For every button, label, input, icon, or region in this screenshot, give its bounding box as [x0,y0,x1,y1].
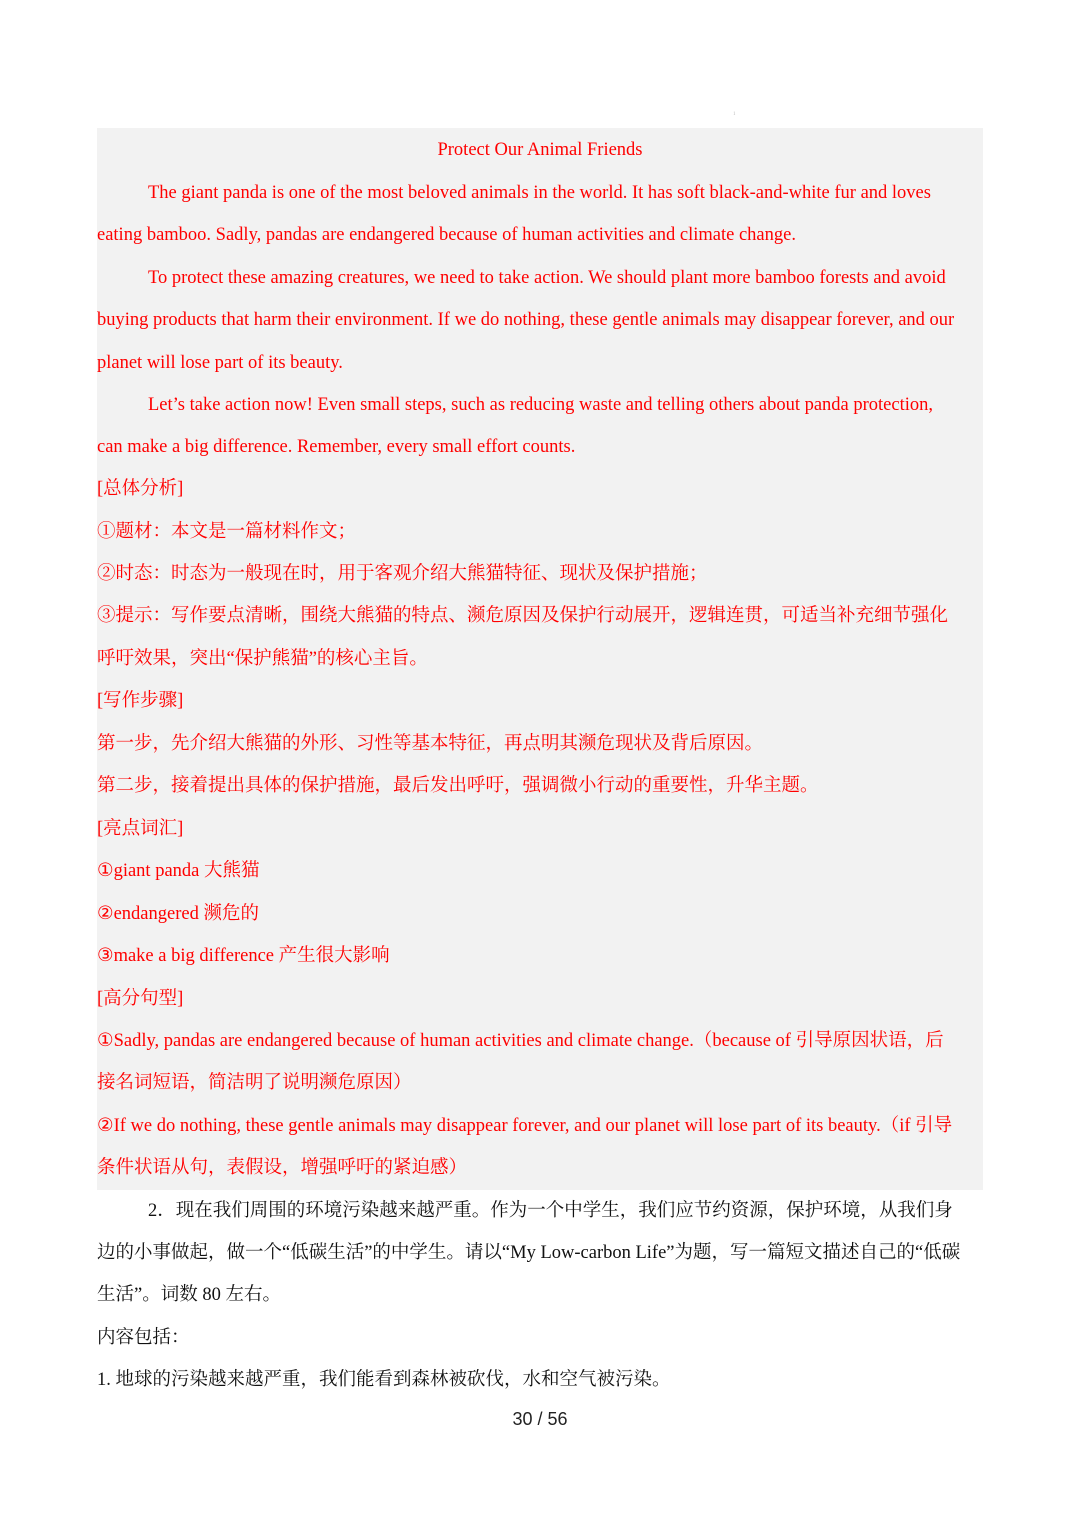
content-point-1: 1. 地球的污染越来越严重，我们能看到森林被砍伐，水和空气被污染。 [97,1370,671,1390]
sentence-2-line-1: ②If we do nothing, these gentle animals may disappear forever, and our planet will lose part of its beauty.（if 引导 [97,1116,953,1136]
step-2: 第二步，接着提出具体的保护措施，最后发出呼吁，强调微小行动的重要性，升华主题。 [97,776,819,796]
vocab-item-2: ②endangered 濒危的 [97,904,259,924]
steps-heading: [写作步骤] [97,691,184,711]
analysis-item-3-line-2: 呼吁效果，突出“保护熊猫”的核心主旨。 [97,649,428,669]
sentence-2-line-2: 条件状语从句，表假设，增强呼吁的紧迫感） [97,1158,468,1178]
page-mark: 1 [733,112,736,117]
analysis-item-3-line-1: ③提示：写作要点清晰，围绕大熊猫的特点、濒危原因及保护行动展开，逻辑连贯，可适当补充细节强化 [97,606,949,626]
step-1: 第一步，先介绍大熊猫的外形、习性等基本特征，再点明其濒危现状及背后原因。 [97,734,764,754]
vocab-heading: [亮点词汇] [97,819,184,839]
essay-paragraph-2-line-3: planet will lose part of its beauty. [97,353,343,373]
question-2-line-2: 边的小事做起，做一个“低碳生活”的中学生。请以“My Low-carbon Life”为题，写一篇短文描述自己的“低碳 [97,1243,961,1263]
essay-paragraph-3-line-1: Let’s take action now! Even small steps, such as reducing waste and telling others about panda protection, [148,395,934,415]
vocab-item-3: ③make a big difference 产生很大影响 [97,946,390,966]
analysis-heading: [总体分析] [97,479,184,499]
sentence-1-line-2: 接名词短语，简洁明了说明濒危原因） [97,1073,412,1093]
sentence-1-line-1: ①Sadly, pandas are endangered because of human activities and climate change.（because of 引导原因状语，后 [97,1031,944,1051]
vocab-item-1: ①giant panda 大熊猫 [97,861,260,881]
content-label: 内容包括： [97,1328,190,1348]
analysis-item-2: ②时态：时态为一般现在时，用于客观介绍大熊猫特征、现状及保护措施； [97,564,708,584]
question-2-line-1: 2．现在我们周围的环境污染越来越严重。作为一个中学生，我们应节约资源，保护环境，从我们身 [148,1201,953,1221]
page-number: 30 / 56 [512,1409,568,1429]
essay-paragraph-2-line-1: To protect these amazing creatures, we need to take action. We should plant more bamboo forests and avoid [148,268,946,288]
essay-paragraph-1-line-2: eating bamboo. Sadly, pandas are endangered because of human activities and climate change. [97,225,796,245]
analysis-item-1: ①题材：本文是一篇材料作文； [97,522,357,542]
question-2-line-3: 生活”。词数 80 左右。 [97,1285,281,1305]
essay-paragraph-2-line-2: buying products that harm their environment. If we do nothing, these gentle animals may disappear forever, and our [97,310,955,330]
essay-paragraph-3-line-2: can make a big difference. Remember, every small effort counts. [97,437,576,457]
essay-paragraph-1-line-1: The giant panda is one of the most beloved animals in the world. It has soft black-and-white fur and loves [148,183,931,203]
essay-title: Protect Our Animal Friends [437,140,643,160]
sentences-heading: [高分句型] [97,989,184,1009]
